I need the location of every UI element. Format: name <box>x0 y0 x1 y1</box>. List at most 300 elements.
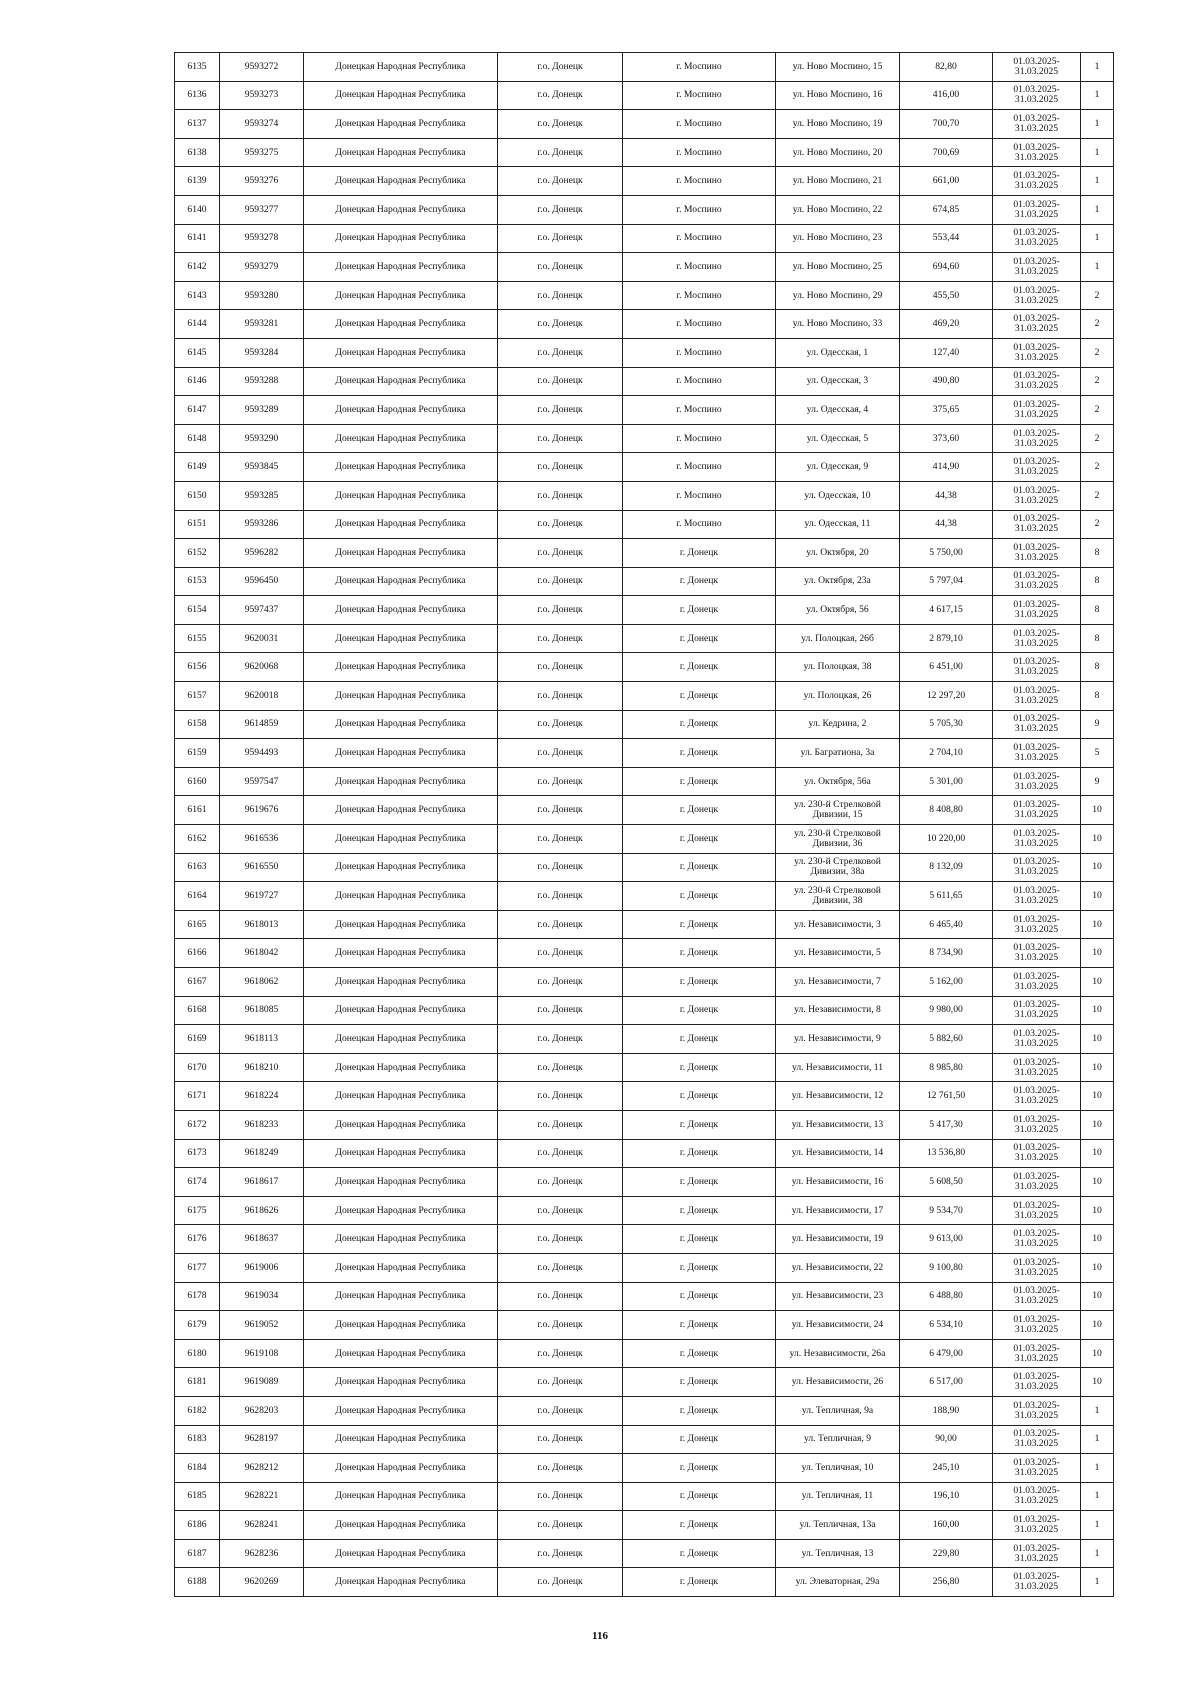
table-row <box>175 167 1114 196</box>
municipal-district-cell: г.о. Донецк <box>498 1139 623 1168</box>
settlement-cell: г. Донецк <box>623 567 776 596</box>
row-number-cell: 6171 <box>175 1082 220 1111</box>
category-cell: 8 <box>1081 596 1114 625</box>
row-number-cell: 6170 <box>175 1053 220 1082</box>
area-value-cell: 256,80 <box>900 1568 993 1597</box>
object-id-cell: 9616536 <box>220 825 304 854</box>
settlement-cell: г. Донецк <box>623 1568 776 1597</box>
municipal-district-cell: г.о. Донецк <box>498 739 623 768</box>
row-number-cell: 6168 <box>175 996 220 1025</box>
municipal-district-cell: г.о. Донецк <box>498 1425 623 1454</box>
object-id-cell: 9620018 <box>220 682 304 711</box>
area-value-cell: 90,00 <box>900 1425 993 1454</box>
row-number-cell: 6143 <box>175 281 220 310</box>
region-cell: Донецкая Народная Республика <box>304 167 498 196</box>
period-cell: 01.03.2025- 31.03.2025 <box>993 224 1081 253</box>
address-cell: ул. Независимости, 16 <box>776 1168 900 1197</box>
settlement-cell: г. Моспино <box>623 424 776 453</box>
category-cell: 8 <box>1081 682 1114 711</box>
area-value-cell: 5 705,30 <box>900 710 993 739</box>
table-row <box>175 224 1114 253</box>
region-cell: Донецкая Народная Республика <box>304 1425 498 1454</box>
table-row <box>175 767 1114 796</box>
settlement-cell: г. Донецк <box>623 1139 776 1168</box>
municipal-district-cell: г.о. Донецк <box>498 53 623 82</box>
address-cell: ул. Независимости, 7 <box>776 968 900 997</box>
row-number-cell: 6166 <box>175 939 220 968</box>
area-value-cell: 700,69 <box>900 138 993 167</box>
area-value-cell: 229,80 <box>900 1539 993 1568</box>
region-cell: Донецкая Народная Республика <box>304 510 498 539</box>
region-cell: Донецкая Народная Республика <box>304 1025 498 1054</box>
category-cell: 1 <box>1081 1482 1114 1511</box>
area-value-cell: 6 517,00 <box>900 1368 993 1397</box>
category-cell: 2 <box>1081 367 1114 396</box>
settlement-cell: г. Донецк <box>623 1196 776 1225</box>
area-value-cell: 5 417,30 <box>900 1110 993 1139</box>
settlement-cell: г. Моспино <box>623 53 776 82</box>
period-cell: 01.03.2025- 31.03.2025 <box>993 1454 1081 1483</box>
address-cell: ул. Ново Моспино, 19 <box>776 110 900 139</box>
address-cell: ул. Ново Моспино, 33 <box>776 310 900 339</box>
region-cell: Донецкая Народная Республика <box>304 481 498 510</box>
municipal-district-cell: г.о. Донецк <box>498 767 623 796</box>
category-cell: 2 <box>1081 510 1114 539</box>
region-cell: Донецкая Народная Республика <box>304 310 498 339</box>
row-number-cell: 6177 <box>175 1253 220 1282</box>
category-cell: 9 <box>1081 767 1114 796</box>
address-cell: ул. 230-й Стрелковой Дивизии, 15 <box>776 796 900 825</box>
object-id-cell: 9596450 <box>220 567 304 596</box>
area-value-cell: 4 617,15 <box>900 596 993 625</box>
object-id-cell: 9593280 <box>220 281 304 310</box>
municipal-district-cell: г.о. Донецк <box>498 1454 623 1483</box>
region-cell: Донецкая Народная Республика <box>304 1168 498 1197</box>
region-cell: Донецкая Народная Республика <box>304 1110 498 1139</box>
table-row <box>175 310 1114 339</box>
row-number-cell: 6145 <box>175 338 220 367</box>
row-number-cell: 6157 <box>175 682 220 711</box>
address-cell: ул. Полоцкая, 26б <box>776 624 900 653</box>
municipal-district-cell: г.о. Донецк <box>498 1539 623 1568</box>
period-cell: 01.03.2025- 31.03.2025 <box>993 1425 1081 1454</box>
address-cell: ул. Октября, 56 <box>776 596 900 625</box>
row-number-cell: 6180 <box>175 1339 220 1368</box>
period-cell: 01.03.2025- 31.03.2025 <box>993 767 1081 796</box>
period-cell: 01.03.2025- 31.03.2025 <box>993 1282 1081 1311</box>
area-value-cell: 13 536,80 <box>900 1139 993 1168</box>
table-row <box>175 653 1114 682</box>
municipal-district-cell: г.о. Донецк <box>498 1110 623 1139</box>
address-cell: ул. Независимости, 12 <box>776 1082 900 1111</box>
object-id-cell: 9593288 <box>220 367 304 396</box>
settlement-cell: г. Донецк <box>623 1539 776 1568</box>
municipal-district-cell: г.о. Донецк <box>498 81 623 110</box>
region-cell: Донецкая Народная Республика <box>304 1196 498 1225</box>
region-cell: Донецкая Народная Республика <box>304 281 498 310</box>
area-value-cell: 416,00 <box>900 81 993 110</box>
category-cell: 2 <box>1081 338 1114 367</box>
period-cell: 01.03.2025- 31.03.2025 <box>993 1196 1081 1225</box>
region-cell: Донецкая Народная Республика <box>304 453 498 482</box>
municipal-district-cell: г.о. Донецк <box>498 481 623 510</box>
table-row <box>175 624 1114 653</box>
table-row <box>175 539 1114 568</box>
object-id-cell: 9597547 <box>220 767 304 796</box>
region-cell: Донецкая Народная Республика <box>304 367 498 396</box>
page-number: 116 <box>592 1630 608 1642</box>
municipal-district-cell: г.о. Донецк <box>498 367 623 396</box>
region-cell: Донецкая Народная Республика <box>304 1511 498 1540</box>
settlement-cell: г. Донецк <box>623 710 776 739</box>
settlement-cell: г. Донецк <box>623 739 776 768</box>
address-cell: ул. Элеваторная, 29а <box>776 1568 900 1597</box>
address-cell: ул. 230-й Стрелковой Дивизии, 36 <box>776 825 900 854</box>
table-row <box>175 396 1114 425</box>
period-cell: 01.03.2025- 31.03.2025 <box>993 367 1081 396</box>
table-row <box>175 1110 1114 1139</box>
row-number-cell: 6142 <box>175 253 220 282</box>
row-number-cell: 6141 <box>175 224 220 253</box>
row-number-cell: 6174 <box>175 1168 220 1197</box>
row-number-cell: 6137 <box>175 110 220 139</box>
region-cell: Донецкая Народная Республика <box>304 825 498 854</box>
category-cell: 10 <box>1081 968 1114 997</box>
area-value-cell: 8 408,80 <box>900 796 993 825</box>
settlement-cell: г. Донецк <box>623 1339 776 1368</box>
table-row <box>175 939 1114 968</box>
row-number-cell: 6160 <box>175 767 220 796</box>
table-row <box>175 1282 1114 1311</box>
object-id-cell: 9618210 <box>220 1053 304 1082</box>
area-value-cell: 44,38 <box>900 481 993 510</box>
address-cell: ул. Тепличная, 13 <box>776 1539 900 1568</box>
object-id-cell: 9619727 <box>220 882 304 911</box>
category-cell: 10 <box>1081 1110 1114 1139</box>
table-row <box>175 1139 1114 1168</box>
row-number-cell: 6178 <box>175 1282 220 1311</box>
area-value-cell: 9 980,00 <box>900 996 993 1025</box>
category-cell: 10 <box>1081 939 1114 968</box>
area-value-cell: 5 882,60 <box>900 1025 993 1054</box>
period-cell: 01.03.2025- 31.03.2025 <box>993 510 1081 539</box>
period-cell: 01.03.2025- 31.03.2025 <box>993 1225 1081 1254</box>
row-number-cell: 6164 <box>175 882 220 911</box>
area-value-cell: 5 611,65 <box>900 882 993 911</box>
region-cell: Донецкая Народная Республика <box>304 1225 498 1254</box>
area-value-cell: 8 132,09 <box>900 853 993 882</box>
period-cell: 01.03.2025- 31.03.2025 <box>993 853 1081 882</box>
table-row <box>175 510 1114 539</box>
municipal-district-cell: г.о. Донецк <box>498 910 623 939</box>
municipal-district-cell: г.о. Донецк <box>498 1568 623 1597</box>
row-number-cell: 6173 <box>175 1139 220 1168</box>
table-row <box>175 1454 1114 1483</box>
table-row <box>175 424 1114 453</box>
address-cell: ул. Тепличная, 9а <box>776 1396 900 1425</box>
category-cell: 8 <box>1081 567 1114 596</box>
table-row <box>175 596 1114 625</box>
address-cell: ул. Багратиона, 3а <box>776 739 900 768</box>
period-cell: 01.03.2025- 31.03.2025 <box>993 539 1081 568</box>
period-cell: 01.03.2025- 31.03.2025 <box>993 1482 1081 1511</box>
period-cell: 01.03.2025- 31.03.2025 <box>993 996 1081 1025</box>
table-body <box>175 53 1114 1597</box>
table-row <box>175 567 1114 596</box>
row-number-cell: 6172 <box>175 1110 220 1139</box>
object-id-cell: 9593276 <box>220 167 304 196</box>
region-cell: Донецкая Народная Республика <box>304 996 498 1025</box>
area-value-cell: 414,90 <box>900 453 993 482</box>
area-value-cell: 82,80 <box>900 53 993 82</box>
period-cell: 01.03.2025- 31.03.2025 <box>993 424 1081 453</box>
municipal-district-cell: г.о. Донецк <box>498 882 623 911</box>
object-id-cell: 9628197 <box>220 1425 304 1454</box>
settlement-cell: г. Моспино <box>623 338 776 367</box>
municipal-district-cell: г.о. Донецк <box>498 110 623 139</box>
settlement-cell: г. Донецк <box>623 1511 776 1540</box>
object-id-cell: 9628241 <box>220 1511 304 1540</box>
region-cell: Донецкая Народная Республика <box>304 882 498 911</box>
address-cell: ул. Независимости, 26 <box>776 1368 900 1397</box>
settlement-cell: г. Моспино <box>623 367 776 396</box>
category-cell: 1 <box>1081 1425 1114 1454</box>
object-id-cell: 9597437 <box>220 596 304 625</box>
address-cell: ул. Октября, 23а <box>776 567 900 596</box>
table-row <box>175 1053 1114 1082</box>
area-value-cell: 5 301,00 <box>900 767 993 796</box>
object-id-cell: 9618042 <box>220 939 304 968</box>
table-row <box>175 710 1114 739</box>
address-cell: ул. Ново Моспино, 29 <box>776 281 900 310</box>
municipal-district-cell: г.о. Донецк <box>498 1396 623 1425</box>
address-cell: ул. Независимости, 9 <box>776 1025 900 1054</box>
period-cell: 01.03.2025- 31.03.2025 <box>993 167 1081 196</box>
settlement-cell: г. Моспино <box>623 310 776 339</box>
address-cell: ул. Независимости, 26а <box>776 1339 900 1368</box>
category-cell: 8 <box>1081 653 1114 682</box>
period-cell: 01.03.2025- 31.03.2025 <box>993 710 1081 739</box>
category-cell: 1 <box>1081 253 1114 282</box>
municipal-district-cell: г.о. Донецк <box>498 453 623 482</box>
area-value-cell: 12 761,50 <box>900 1082 993 1111</box>
area-value-cell: 5 797,04 <box>900 567 993 596</box>
region-cell: Донецкая Народная Республика <box>304 1082 498 1111</box>
row-number-cell: 6165 <box>175 910 220 939</box>
row-number-cell: 6135 <box>175 53 220 82</box>
row-number-cell: 6186 <box>175 1511 220 1540</box>
period-cell: 01.03.2025- 31.03.2025 <box>993 1025 1081 1054</box>
address-cell: ул. Независимости, 23 <box>776 1282 900 1311</box>
table-row <box>175 481 1114 510</box>
row-number-cell: 6140 <box>175 195 220 224</box>
area-value-cell: 188,90 <box>900 1396 993 1425</box>
period-cell: 01.03.2025- 31.03.2025 <box>993 1253 1081 1282</box>
row-number-cell: 6159 <box>175 739 220 768</box>
object-id-cell: 9593275 <box>220 138 304 167</box>
region-cell: Донецкая Народная Республика <box>304 767 498 796</box>
address-cell: ул. 230-й Стрелковой Дивизии, 38а <box>776 853 900 882</box>
municipal-district-cell: г.о. Донецк <box>498 939 623 968</box>
period-cell: 01.03.2025- 31.03.2025 <box>993 1139 1081 1168</box>
object-id-cell: 9593272 <box>220 53 304 82</box>
category-cell: 10 <box>1081 1168 1114 1197</box>
table-row <box>175 1339 1114 1368</box>
area-value-cell: 700,70 <box>900 110 993 139</box>
settlement-cell: г. Донецк <box>623 767 776 796</box>
table-row <box>175 1396 1114 1425</box>
category-cell: 10 <box>1081 882 1114 911</box>
address-cell: ул. Октября, 20 <box>776 539 900 568</box>
area-value-cell: 6 465,40 <box>900 910 993 939</box>
municipal-district-cell: г.о. Донецк <box>498 1368 623 1397</box>
period-cell: 01.03.2025- 31.03.2025 <box>993 796 1081 825</box>
period-cell: 01.03.2025- 31.03.2025 <box>993 968 1081 997</box>
address-cell: ул. Ново Моспино, 23 <box>776 224 900 253</box>
object-id-cell: 9614859 <box>220 710 304 739</box>
address-cell: ул. Независимости, 22 <box>776 1253 900 1282</box>
row-number-cell: 6146 <box>175 367 220 396</box>
object-id-cell: 9628236 <box>220 1539 304 1568</box>
area-value-cell: 6 451,00 <box>900 653 993 682</box>
municipal-district-cell: г.о. Донецк <box>498 1025 623 1054</box>
address-cell: ул. Одесская, 4 <box>776 396 900 425</box>
period-cell: 01.03.2025- 31.03.2025 <box>993 53 1081 82</box>
region-cell: Донецкая Народная Республика <box>304 567 498 596</box>
settlement-cell: г. Моспино <box>623 110 776 139</box>
address-cell: ул. Одесская, 10 <box>776 481 900 510</box>
region-cell: Донецкая Народная Республика <box>304 853 498 882</box>
settlement-cell: г. Моспино <box>623 510 776 539</box>
settlement-cell: г. Донецк <box>623 1025 776 1054</box>
period-cell: 01.03.2025- 31.03.2025 <box>993 682 1081 711</box>
address-cell: ул. Независимости, 14 <box>776 1139 900 1168</box>
settlement-cell: г. Донецк <box>623 1082 776 1111</box>
settlement-cell: г. Моспино <box>623 138 776 167</box>
region-cell: Донецкая Народная Республика <box>304 338 498 367</box>
table-row <box>175 1368 1114 1397</box>
row-number-cell: 6136 <box>175 81 220 110</box>
settlement-cell: г. Моспино <box>623 253 776 282</box>
settlement-cell: г. Донецк <box>623 939 776 968</box>
region-cell: Донецкая Народная Республика <box>304 1396 498 1425</box>
municipal-district-cell: г.о. Донецк <box>498 796 623 825</box>
address-cell: ул. Независимости, 5 <box>776 939 900 968</box>
period-cell: 01.03.2025- 31.03.2025 <box>993 396 1081 425</box>
category-cell: 10 <box>1081 1053 1114 1082</box>
object-id-cell: 9593285 <box>220 481 304 510</box>
period-cell: 01.03.2025- 31.03.2025 <box>993 624 1081 653</box>
category-cell: 1 <box>1081 1539 1114 1568</box>
municipal-district-cell: г.о. Донецк <box>498 682 623 711</box>
region-cell: Донецкая Народная Республика <box>304 968 498 997</box>
region-cell: Донецкая Народная Республика <box>304 1482 498 1511</box>
object-id-cell: 9619089 <box>220 1368 304 1397</box>
region-cell: Донецкая Народная Республика <box>304 939 498 968</box>
row-number-cell: 6185 <box>175 1482 220 1511</box>
table-row <box>175 1168 1114 1197</box>
object-id-cell: 9618085 <box>220 996 304 1025</box>
municipal-district-cell: г.о. Донецк <box>498 167 623 196</box>
category-cell: 10 <box>1081 1368 1114 1397</box>
category-cell: 10 <box>1081 853 1114 882</box>
row-number-cell: 6150 <box>175 481 220 510</box>
settlement-cell: г. Донецк <box>623 1282 776 1311</box>
area-value-cell: 694,60 <box>900 253 993 282</box>
address-cell: ул. Ново Моспино, 15 <box>776 53 900 82</box>
category-cell: 1 <box>1081 53 1114 82</box>
row-number-cell: 6167 <box>175 968 220 997</box>
object-id-cell: 9620269 <box>220 1568 304 1597</box>
address-cell: ул. Независимости, 24 <box>776 1311 900 1340</box>
municipal-district-cell: г.о. Донецк <box>498 1253 623 1282</box>
period-cell: 01.03.2025- 31.03.2025 <box>993 882 1081 911</box>
settlement-cell: г. Донецк <box>623 682 776 711</box>
category-cell: 8 <box>1081 624 1114 653</box>
table-row <box>175 968 1114 997</box>
area-value-cell: 9 534,70 <box>900 1196 993 1225</box>
row-number-cell: 6138 <box>175 138 220 167</box>
period-cell: 01.03.2025- 31.03.2025 <box>993 281 1081 310</box>
settlement-cell: г. Донецк <box>623 910 776 939</box>
address-cell: ул. Одесская, 9 <box>776 453 900 482</box>
address-cell: ул. 230-й Стрелковой Дивизии, 38 <box>776 882 900 911</box>
object-id-cell: 9620068 <box>220 653 304 682</box>
settlement-cell: г. Донецк <box>623 1368 776 1397</box>
address-cell: ул. Ново Моспино, 22 <box>776 195 900 224</box>
category-cell: 10 <box>1081 1282 1114 1311</box>
municipal-district-cell: г.о. Донецк <box>498 624 623 653</box>
area-value-cell: 469,20 <box>900 310 993 339</box>
row-number-cell: 6162 <box>175 825 220 854</box>
area-value-cell: 674,85 <box>900 195 993 224</box>
row-number-cell: 6184 <box>175 1454 220 1483</box>
row-number-cell: 6152 <box>175 539 220 568</box>
object-id-cell: 9593290 <box>220 424 304 453</box>
object-id-cell: 9618062 <box>220 968 304 997</box>
table-row <box>175 853 1114 882</box>
settlement-cell: г. Донецк <box>623 1311 776 1340</box>
settlement-cell: г. Донецк <box>623 796 776 825</box>
settlement-cell: г. Донецк <box>623 624 776 653</box>
object-id-cell: 9618249 <box>220 1139 304 1168</box>
region-cell: Донецкая Народная Республика <box>304 910 498 939</box>
period-cell: 01.03.2025- 31.03.2025 <box>993 1082 1081 1111</box>
period-cell: 01.03.2025- 31.03.2025 <box>993 481 1081 510</box>
region-cell: Донецкая Народная Республика <box>304 1339 498 1368</box>
municipal-district-cell: г.о. Донецк <box>498 310 623 339</box>
row-number-cell: 6176 <box>175 1225 220 1254</box>
area-value-cell: 5 162,00 <box>900 968 993 997</box>
object-id-cell: 9593274 <box>220 110 304 139</box>
row-number-cell: 6156 <box>175 653 220 682</box>
category-cell: 10 <box>1081 1196 1114 1225</box>
area-value-cell: 9 613,00 <box>900 1225 993 1254</box>
address-cell: ул. Независимости, 8 <box>776 996 900 1025</box>
table-row <box>175 367 1114 396</box>
period-cell: 01.03.2025- 31.03.2025 <box>993 596 1081 625</box>
address-cell: ул. Октября, 56а <box>776 767 900 796</box>
period-cell: 01.03.2025- 31.03.2025 <box>993 910 1081 939</box>
settlement-cell: г. Донецк <box>623 1482 776 1511</box>
area-value-cell: 245,10 <box>900 1454 993 1483</box>
settlement-cell: г. Моспино <box>623 396 776 425</box>
municipal-district-cell: г.о. Донецк <box>498 1225 623 1254</box>
table-row <box>175 253 1114 282</box>
category-cell: 1 <box>1081 1568 1114 1597</box>
table-row <box>175 1425 1114 1454</box>
table-row <box>175 110 1114 139</box>
